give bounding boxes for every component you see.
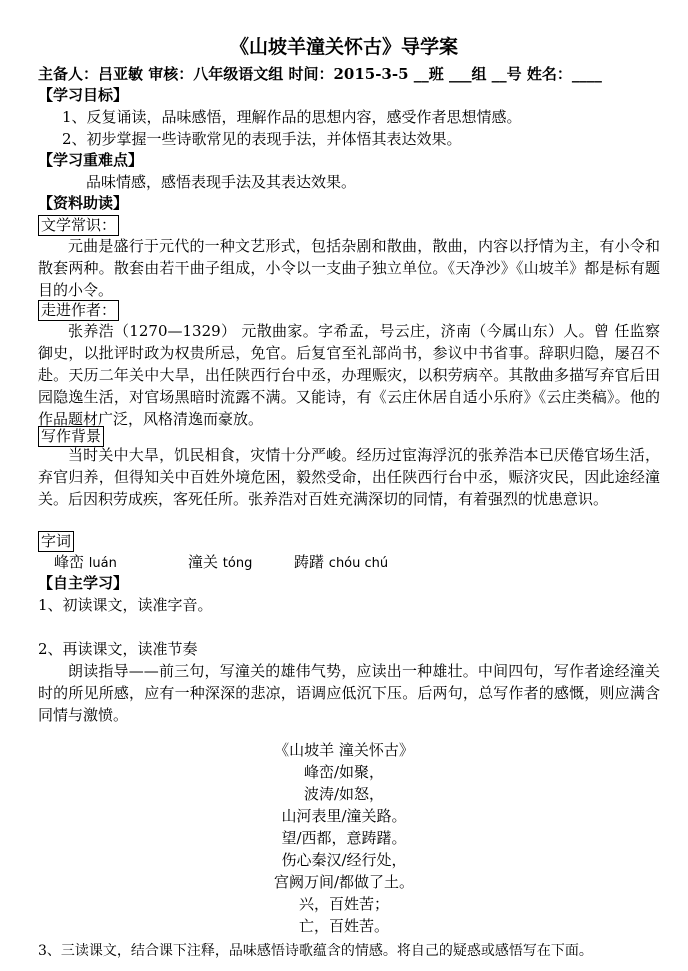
vocab-item (294, 551, 388, 575)
keypoint-text: 品味情感，感悟表现手法及其表达效果。 (86, 173, 357, 191)
author-paragraph: 张养浩（1270—1329） 元散曲家。字希孟，号云庄，济南（今属山东）人。曾 任监察御史，以批评时政为权贵所忌，免官。后复官至礼部尚书，参议中书省事。辞职归隐，屡召不赴。天历二年关中大旱，出任陕西行台中丞，办理赈灾，以积劳病卒。其散曲多描写弃官后田园隐逸生活，对官场黑暗时流露不满。又能诗，有《云庄休居自适小乐府》《云庄类稿》。他的作品题材广泛，风格清逸而豪放。 (38, 322, 660, 428)
section-goals-heading: 【学习目标】 (38, 86, 129, 104)
section-keypoints-heading: 【学习重难点】 (38, 151, 144, 169)
section-resources-heading: 【资料助读】 (38, 194, 129, 212)
poem-line: 波涛/如怒， (303, 785, 385, 803)
document-header-info: 主备人：吕亚敏 审核：八年级语文组 时间：2015-3-5 __班 ___组 __号 姓名：____ (38, 65, 602, 83)
vocab-item (188, 551, 252, 575)
page-title: 《山坡羊潼关怀古》导学案 (229, 36, 458, 58)
poem-line: 山河表里/潼关路。 (281, 807, 407, 825)
poem-line: 望/西都，意踌躇。 (281, 829, 407, 847)
task-item: 3、三读课文，结合课下注释，品味感悟诗歌蕴含的情感。将自己的疑惑或感悟写在下面。 (38, 943, 593, 959)
vocab-word: 踌躇 (294, 553, 325, 571)
task-item: 2、再读课文，读准节奏 (38, 640, 198, 658)
reading-guide-paragraph: 朗读指导——前三句，写潼关的雄伟气势，应读出一种雄壮。中间四句，写作者途经潼关时的所见所感，应有一种深深的悲凉，语调应低沉下压。后两句，总写作者的感慨，则应满含同情与激愤。 (38, 662, 660, 724)
poem-title: 《山坡羊 潼关怀古》 (274, 741, 414, 759)
poem-line: 宫阙万间/都做了土。 (273, 873, 415, 891)
vocab-pinyin: luán (88, 556, 117, 571)
vocab-word: 潼关 (188, 553, 219, 571)
poem-line: 伤心秦汉/经行处， (281, 851, 407, 869)
literary-paragraph: 元曲是盛行于元代的一种文艺形式，包括杂剧和散曲，散曲，内容以抒情为主，有小令和散套两种。散套由若干曲子组成，小令以一支曲子独立单位。《天净沙》《山坡羊》都是标有题目的小令。 (38, 237, 660, 299)
poem-line: 兴，百姓苦； (298, 895, 389, 913)
poem-line: 亡，百姓苦。 (298, 917, 389, 935)
vocab-pinyin: chóu chú (328, 556, 389, 571)
vocab-word: 峰峦 (54, 553, 85, 571)
task-item: 1、初读课文，读准字音。 (38, 596, 213, 614)
vocab-pinyin: tóng (222, 556, 253, 571)
goal-item: 1、反复诵读，品味感悟，理解作品的思想内容，感受作者思想情感。 (62, 108, 522, 126)
literary-label: 文学常识： (38, 215, 119, 236)
vocab-label: 字词 (38, 531, 74, 552)
goal-item: 2、初步掌握一些诗歌常见的表现手法，并体悟其表达效果。 (62, 130, 462, 148)
poem-line: 峰峦/如聚， (303, 763, 385, 781)
author-label: 走进作者： (38, 300, 119, 321)
section-selfstudy-heading: 【自主学习】 (38, 574, 129, 592)
background-paragraph: 当时关中大旱，饥民相食，灾情十分严峻。经历过宦海浮沉的张养浩本已厌倦官场生活，弃官归养，但得知关中百姓外境危困，毅然受命，出任陕西行台中丞，赈济灾民，因此途经潼关。后因积劳成疾，客死任所。张养浩对百姓充满深切的同情，有着强烈的忧患意识。 (38, 446, 660, 508)
background-label: 写作背景 (38, 426, 104, 447)
